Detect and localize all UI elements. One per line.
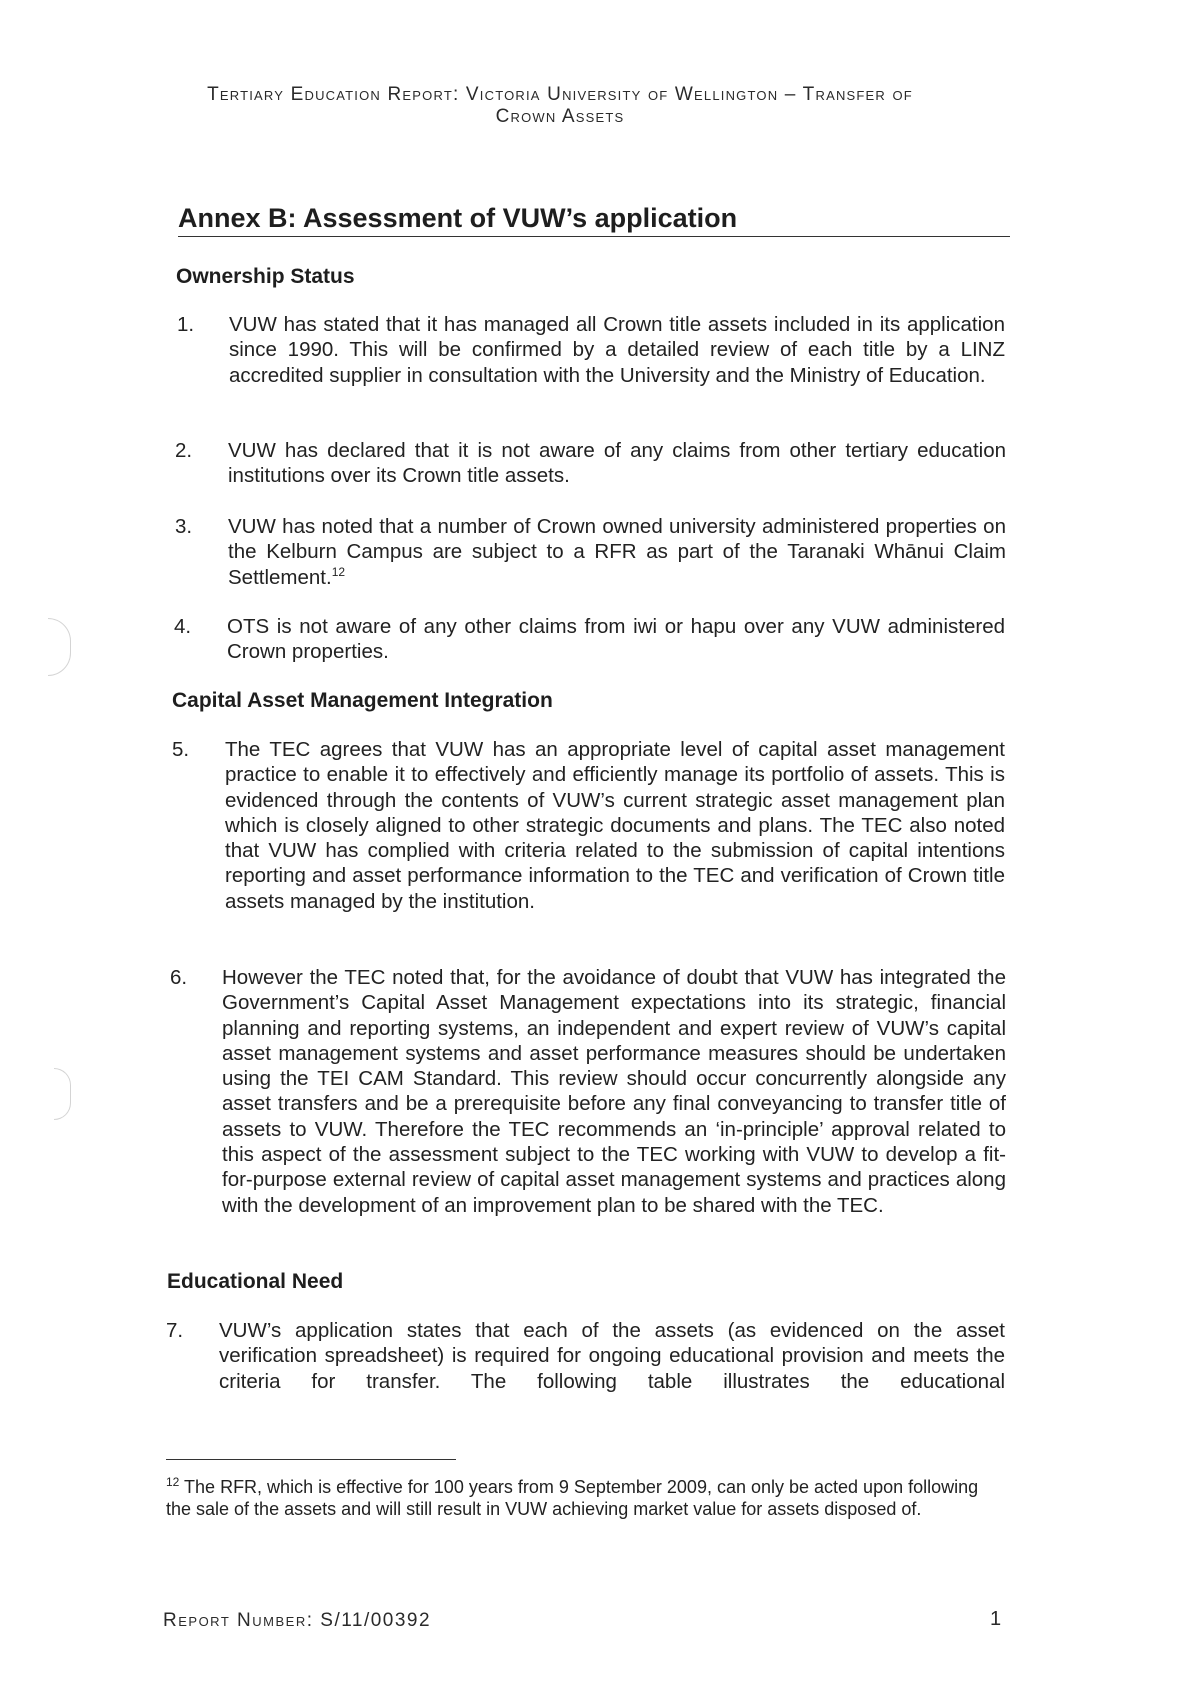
paragraph-text: VUW has declared that it is not aware of any claims from other tertiary education institutions over its Crown title assets. [228, 439, 1006, 488]
footnote [166, 1476, 998, 1520]
running-header-line-1: Tertiary Education Report: Victoria University of Wellington – Transfer of [207, 84, 913, 105]
paragraph-number: 2. [175, 439, 193, 462]
running-header-line-2: Crown Assets [495, 106, 625, 127]
paragraph-text: VUW’s application states that each of the assets (as evidenced on the asset verification spreadsheet) is required for ongoing educational provision and meets the criteria for transfer. The following table illustrates the educational [219, 1319, 1005, 1393]
scan-artifact-2 [54, 1068, 71, 1120]
heading-educational-need: Educational Need [167, 1270, 344, 1293]
heading-capital-asset-management: Capital Asset Management Integration [172, 689, 553, 712]
paragraph-text: OTS is not aware of any other claims from iwi or hapu over any VUW administered Crown properties. [227, 615, 1005, 664]
paragraph-number: 4. [174, 615, 192, 638]
scan-artifact-1 [48, 618, 71, 676]
running-header [150, 84, 970, 128]
paragraph-5 [172, 737, 1008, 945]
paragraph-2 [175, 438, 1007, 490]
heading-ownership-status: Ownership Status [176, 265, 355, 288]
paragraph-number: 6. [170, 966, 188, 989]
footnote-separator [166, 1459, 456, 1460]
paragraph-6 [170, 965, 1008, 1249]
paragraph-number: 5. [172, 738, 190, 761]
footnote-reference: 12 [331, 564, 346, 579]
paragraph-text: However the TEC noted that, for the avoidance of doubt that VUW has integrated the Government’s Capital Asset Management expectations into its strategic, financial planning and reporting systems, an independent and expert review of VUW’s capital asset management systems and asset performance measures should be undertaken using the TEI CAM Standard. This review should occur concurrently alongside any asset transfers and be a prerequisite before any final conveyancing to transfer title of assets to VUW. Therefore the TEC recommends an ‘in-principle’ approval related to this aspect of the assessment subject to the TEC working with VUW to develop a fit-for-purpose external review of capital asset management systems and practices along with the development of an improvement plan to be shared with the TEC. [222, 966, 1006, 1217]
footnote-text: The RFR, which is effective for 100 years from 9 September 2009, can only be acted upon following the sale of the assets and will still result in VUW achieving market value for assets disposed of. [166, 1477, 979, 1519]
page-number: 1 [990, 1608, 1002, 1630]
paragraph-number: 1. [177, 313, 195, 336]
paragraph-4 [174, 614, 1008, 666]
paragraph-7 [166, 1318, 1008, 1396]
paragraph-text: The TEC agrees that VUW has an appropriate level of capital asset management practice to enable it to effectively and efficiently manage its portfolio of assets. This is evidenced through the contents of VUW’s current strategic asset management plan which is closely aligned to other strategic documents and plans. The TEC also noted that VUW has complied with criteria related to the submission of capital intentions reporting and asset performance information to the TEC and verification of Crown title assets managed by the institution. [225, 738, 1005, 913]
paragraph-number: 3. [175, 515, 193, 538]
paragraph-1 [177, 312, 1007, 416]
paragraph-text: VUW has stated that it has managed all Crown title assets included in its application since 1990. This will be confirmed by a detailed review of each title by a LINZ accredited supplier in consultation with the University and the Ministry of Education. [229, 313, 1005, 387]
paragraph-number: 7. [166, 1319, 184, 1342]
paragraph-text: VUW has noted that a number of Crown owned university administered properties on the Kelburn Campus are subject to a RFR as part of the Taranaki Whānui Claim Settlement. [228, 515, 1006, 589]
annex-title: Annex B: Assessment of VUW’s application [178, 203, 1010, 237]
report-number: Report Number: S/11/00392 [163, 1610, 432, 1631]
footnote-number: 12 [166, 1475, 180, 1489]
paragraph-3 [175, 514, 1007, 592]
